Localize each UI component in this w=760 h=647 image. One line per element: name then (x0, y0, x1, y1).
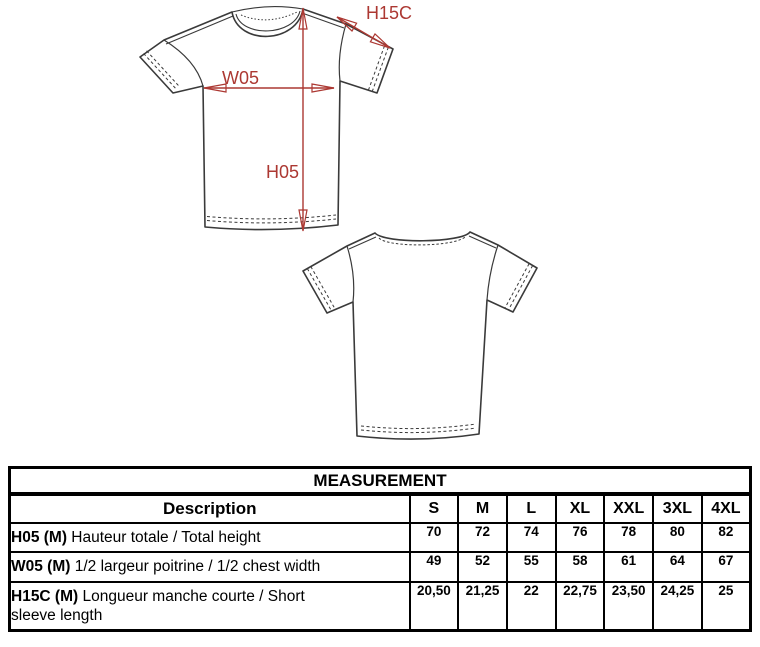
value-cell: 67 (702, 552, 751, 582)
value-cell: 74 (507, 523, 556, 552)
value-cell: 20,50 (410, 582, 459, 631)
size-col-header-xxl: XXL (604, 494, 653, 523)
row-description (10, 523, 410, 552)
h05-arrow (299, 8, 307, 231)
front-backneck-arc (232, 7, 303, 12)
value-cell: 22,75 (556, 582, 605, 631)
value-cell: 22 (507, 582, 556, 631)
measure-description: Longueur manche courte / Short sleeve length (11, 587, 305, 624)
w05-label: W05 (222, 68, 260, 88)
value-cell: 82 (702, 523, 751, 552)
value-cell: 23,50 (604, 582, 653, 631)
h15c-label: H15C (366, 3, 413, 23)
value-cell: 72 (458, 523, 507, 552)
measure-description: Hauteur totale / Total height (71, 528, 261, 546)
table-title: MEASUREMENT (10, 468, 751, 495)
measure-description: 1/2 largeur poitrine / 1/2 chest width (74, 558, 321, 576)
tshirt-back-view (303, 232, 537, 439)
size-col-header-xl: XL (556, 494, 605, 523)
measure-code: H05 (M) (11, 528, 67, 546)
size-col-header-m: M (458, 494, 507, 523)
back-cuff-stitching (307, 264, 532, 311)
value-cell: 55 (507, 552, 556, 582)
size-col-header-s: S (410, 494, 459, 523)
front-armhole-right (339, 24, 346, 81)
value-cell: 80 (653, 523, 702, 552)
value-cell: 64 (653, 552, 702, 582)
size-col-header-4xl: 4XL (702, 494, 751, 523)
back-armhole-left (347, 246, 354, 302)
value-cell: 25 (702, 582, 751, 631)
value-cell: 49 (410, 552, 459, 582)
front-shoulder-seam-left (166, 16, 233, 44)
measure-code: W05 (M) (11, 558, 71, 576)
value-cell: 76 (556, 523, 605, 552)
size-col-header-3xl: 3XL (653, 494, 702, 523)
table-header-row (10, 494, 751, 523)
table-row-w05 (10, 552, 751, 582)
tshirt-front-view (140, 7, 393, 230)
back-outline (303, 232, 537, 439)
table-row-h05 (10, 523, 751, 552)
size-col-header-l: L (507, 494, 556, 523)
row-description (10, 582, 410, 631)
measure-code: H15C (M) (11, 587, 79, 605)
value-cell: 21,25 (458, 582, 507, 631)
table-title-row (10, 468, 751, 495)
value-cell: 78 (604, 523, 653, 552)
row-description (10, 552, 410, 582)
back-armhole-right (487, 245, 498, 300)
front-armhole-left (164, 40, 203, 86)
value-cell: 52 (458, 552, 507, 582)
front-outline (140, 9, 393, 230)
table-row-h15c (10, 582, 751, 631)
value-cell: 61 (604, 552, 653, 582)
back-hem-stitching (361, 424, 476, 433)
measurement-table (8, 466, 752, 632)
value-cell: 58 (556, 552, 605, 582)
value-cell: 24,25 (653, 582, 702, 631)
front-collar-stitch (241, 12, 297, 20)
value-cell: 70 (410, 523, 459, 552)
description-column-header: Description (10, 494, 410, 523)
measurement-annotations (204, 8, 390, 231)
h05-label: H05 (265, 162, 299, 182)
front-hem-stitching (207, 215, 336, 223)
